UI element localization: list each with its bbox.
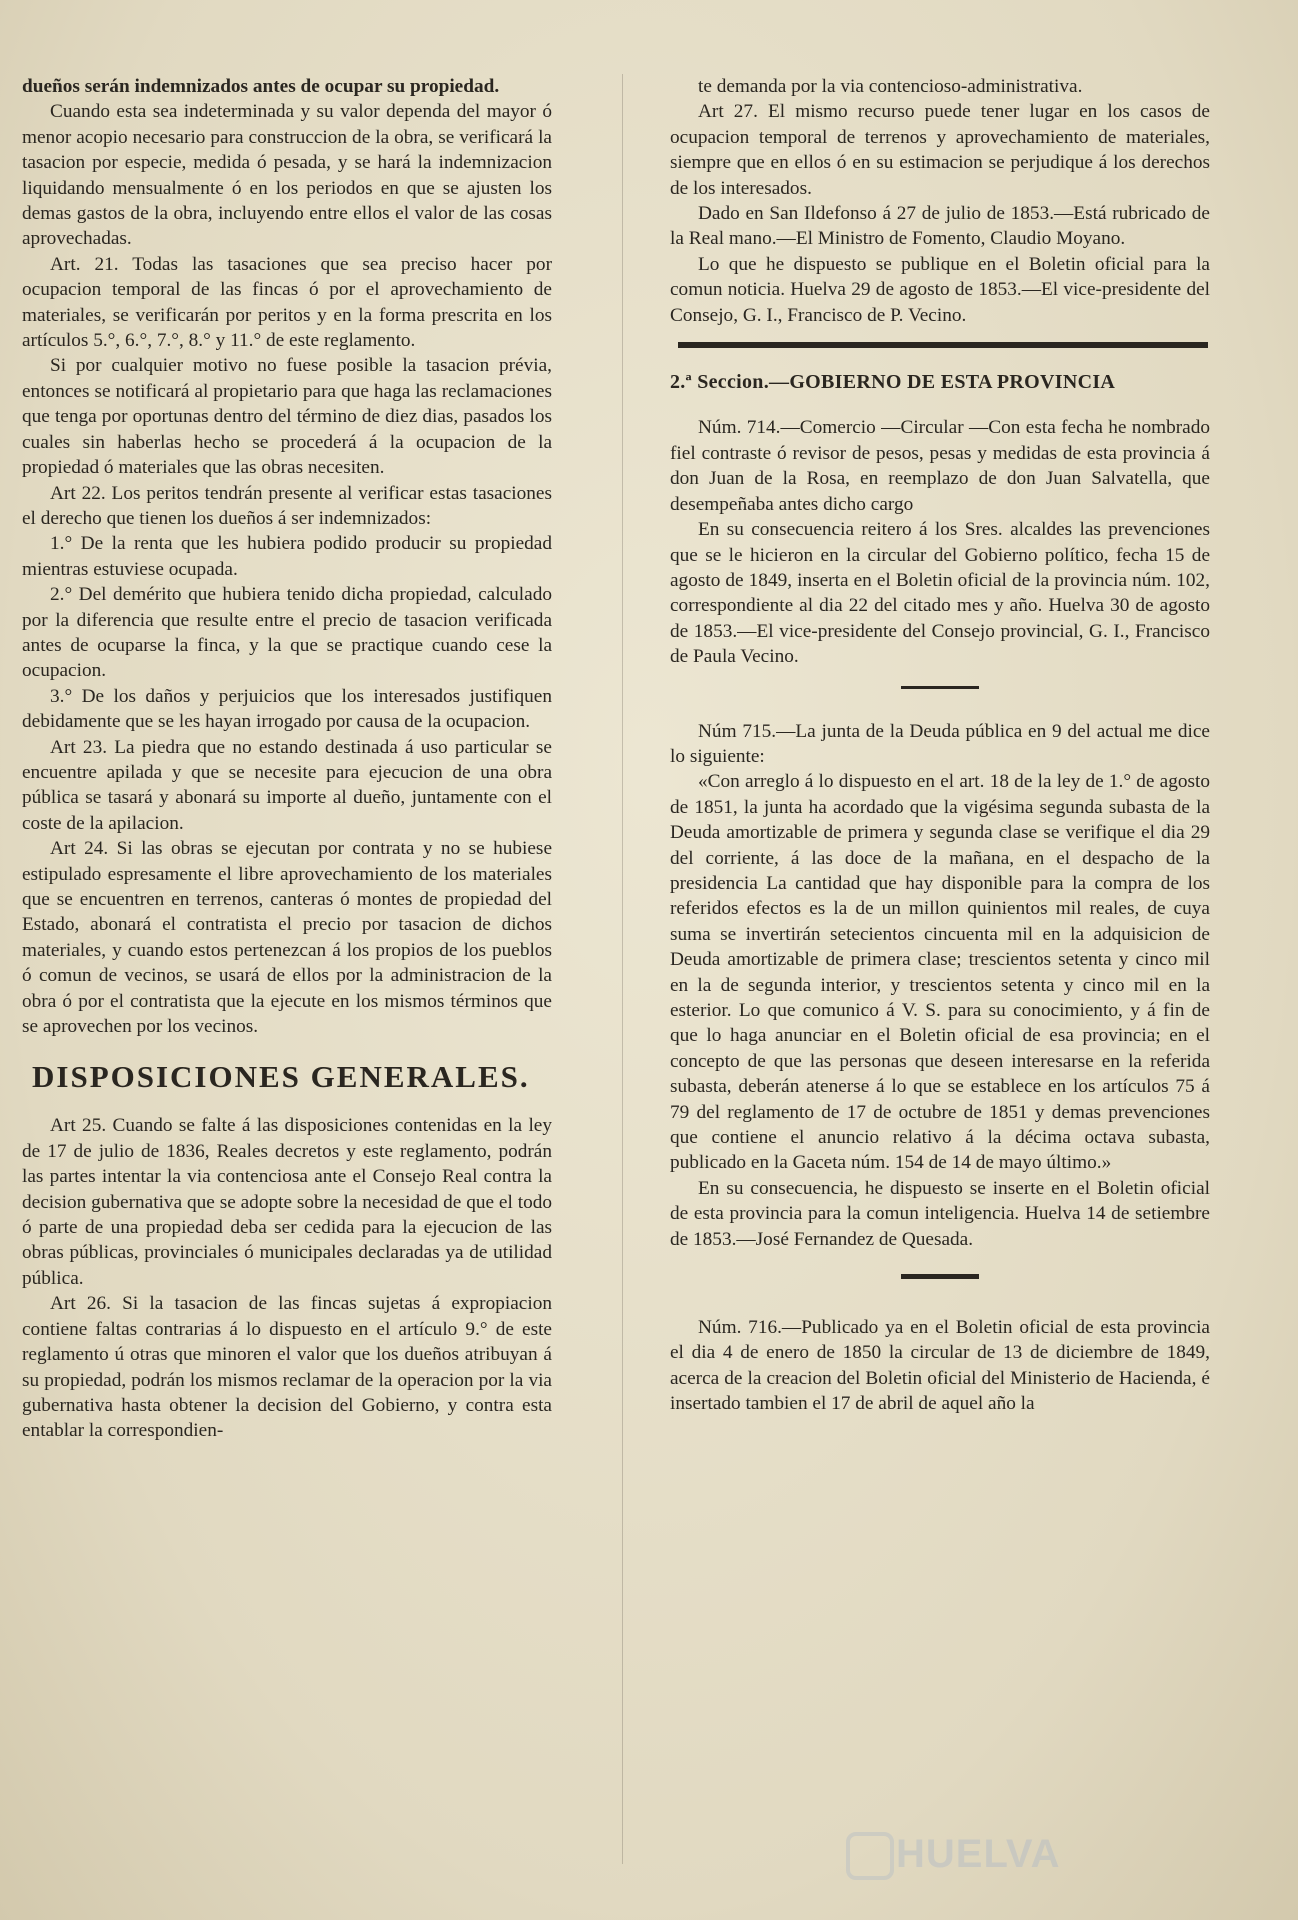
section-heading: DISPOSICIONES GENERALES.	[32, 1059, 530, 1095]
notice-715: Núm 715.—La junta de la Deuda pública en 9 del actual me dice lo siguiente:	[670, 720, 1210, 767]
list-item: 1.° De la renta que les hubiera podido producir su propiedad mientras estuviese ocupada.	[22, 533, 552, 580]
article-25: Art 25. Cuando se falte á las disposiciones contenidas en la ley de 17 de julio de 1836, Reales decretos y este reglamento, podrán las partes intentar la via contenciosa ante el Consejo Real contra la decision gubernativa que se adopte sobre la necesidad de que el todo ó parte de una propiedad deba ser cedida para la ejecucion de las obras públicas, provinciales ó municipales declaradas ya de utilidad pública.	[22, 1115, 552, 1289]
watermark-logo-icon	[846, 1832, 894, 1880]
article-22: Art 22. Los peritos tendrán presente al verificar estas tasaciones el derecho que tienen los dueños á ser indemnizados:	[22, 482, 552, 529]
short-rule	[901, 1274, 979, 1279]
notice-716: Núm. 716.—Publicado ya en el Boletin oficial de esta provincia el dia 4 de enero de 1850 la circular de 13 de diciembre de 1849, acerca de la creacion del Boletin oficial del Ministerio de Hacienda, é insertado tambien el 17 de abril de aquel año la	[670, 1317, 1210, 1415]
paragraph: te demanda por la via contencioso-administrativa.	[698, 76, 1083, 97]
notice-714: Núm. 714.—Comercio —Circular —Con esta fecha he nombrado fiel contraste ó revisor de pesos, pesas y medidas de esta provincia á don Juan de la Rosa, en reemplazo de don Juan Salvatella, que desempeñaba antes dicho cargo	[670, 417, 1210, 515]
article-21: Art. 21. Todas las tasaciones que sea preciso hacer por ocupacion temporal de las fincas ó por el aprovechamiento de materiales, se verificarán por peritos y en la forma prescrita en los artículos 5.°, 6.°, 7.°, 8.° y 11.° de este reglamento.	[22, 253, 552, 352]
dated-signature: Dado en San Ildefonso á 27 de julio de 1853.—Está rubricado de la Real mano.—El Ministro de Fomento, Claudio Moyano.	[670, 203, 1210, 250]
list-item: 2.° Del demérito que hubiera tenido dicha propiedad, calculado por la diferencia que resulte entre el precio de tasacion verificada antes de ocuparse la finca, y la que se practique cuando cese la ocupacion.	[22, 584, 552, 682]
section-heading: 2.ª Seccion.—GOBIERNO DE ESTA PROVINCIA	[670, 371, 1116, 394]
list-item: 3.° De los daños y perjuicios que los interesados justifiquen debidamente que se les hayan irrogado por causa de la ocupacion.	[22, 685, 552, 733]
article-23: Art 23. La piedra que no estando destinada á uso particular se encuentre apilada y que se necesite para ejecucion de una obra pública se tasará y abonará su importe al dueño, juntamente con el coste de la apilacion.	[22, 736, 552, 834]
right-column	[670, 74, 1210, 1417]
notice-714-continued: En su consecuencia reitero á los Sres. alcaldes las prevenciones que se le hicieron en la circular del Gobierno político, fecha 15 de agosto de 1849, inserta en el Boletin oficial de la provincia núm. 102, correspondiente al dia 22 del citado mes y año. Huelva 30 de agosto de 1853.—El vice-presidente del Consejo provincial, G. I., Francisco de Paula Vecino.	[670, 519, 1210, 668]
left-column	[22, 74, 552, 1444]
watermark: HUELVA	[896, 1832, 1061, 1876]
heavy-rule	[678, 342, 1208, 348]
paragraph: Cuando esta sea indeterminada y su valor dependa del mayor ó menor acopio necesario para construccion de la obra, se verificará la tasacion por especie, medida ó pesada, y se hará la indemnizacion liquidando mensualmente ó en los periodos en que se ajusten los demas gastos de la obra, incluyendo entre ellos el valor de las cosas aprovechadas.	[22, 101, 552, 250]
publication-note: Lo que he dispuesto se publique en el Boletin oficial para la comun noticia. Huelva 29 de agosto de 1853.—El vice-presidente del Consejo, G. I., Francisco de P. Vecino.	[670, 253, 1210, 326]
paragraph: Si por cualquier motivo no fuese posible la tasacion prévia, entonces se notificará al propietario para que haga las reclamaciones que tenga por oportunas dentro del término de diez dias, pasados los cuales sin haberlas hecho se procederá á la ocupacion de la propiedad ó materiales que las obras necesiten.	[22, 355, 552, 479]
notice-715-closing: En su consecuencia, he dispuesto se inserte en el Boletin oficial de esta provincia para la comun inteligencia. Huelva 14 de setiembre de 1853.—José Fernandez de Quesada.	[670, 1177, 1210, 1250]
notice-715-quote: «Con arreglo á lo dispuesto en el art. 18 de la ley de 1.° de agosto de 1851, la junta ha acordado que la vigésima segunda subasta de la Deuda amortizable de primera y segunda clase se verifique el dia 29 del corriente, á las doce de la mañana, en el despacho de la presidencia La cantidad que hay disponible para la compra de los referidos efectos es la de un millon quinientos mil reales, de cuya suma se invertirán setecientos cincuenta mil en la adquisicion de Deuda amortizable de primera clase; trescientos setenta y cinco mil en la de segunda interior, y trescientos setenta y cinco mil en la esterior. Lo que comunico á V. S. para su conocimiento, y á fin de que lo haga anunciar en el Boletin oficial de esa provincia; en el concepto de que las personas que deseen interesarse en la referida subasta, deberán atenerse á lo que se establece en los artículos 75 á 79 del reglamento de 17 de octubre de 1851 y demas prevenciones que contiene el anuncio relativo á la décima octava subasta, publicado en la Gaceta núm. 154 de 14 de mayo último.»	[670, 771, 1210, 1174]
column-divider	[622, 74, 623, 1864]
article-27: Art 27. El mismo recurso puede tener lugar en los casos de ocupacion temporal de terrenos y aprovechamiento de materiales, siempre que en ellos ó en su estimacion se perjudique á los derechos de los interesados.	[670, 101, 1210, 199]
article-24: Art 24. Si las obras se ejecutan por contrata y no se hubiese estipulado espresamente el libre aprovechamiento de los materiales que se encuentren en terrenos, canteras ó montes de propiedad del Estado, abonará el contratista el precio por tasacion de dichos materiales, y cuando estos pertenezcan á los propios de los pueblos ó comun de vecinos, se usará de ellos por la administracion de la obra ó por el contratista que la ejecute en los mismos términos que se aprovechen por los vecinos.	[22, 838, 552, 1038]
article-26: Art 26. Si la tasacion de las fincas sujetas á expropiacion contiene faltas contrarias á lo dispuesto en el artículo 9.° de este reglamento ú otras que minoren el valor que los dueños atribuyan á su propiedad, podrán los mismos reclamar de la operacion por la via gubernativa hasta obtener la decision del Gobierno, y contra esta entablar la correspondien-	[22, 1293, 552, 1442]
paragraph: dueños serán indemnizados antes de ocupar su propiedad.	[22, 76, 500, 97]
short-rule	[901, 686, 979, 689]
